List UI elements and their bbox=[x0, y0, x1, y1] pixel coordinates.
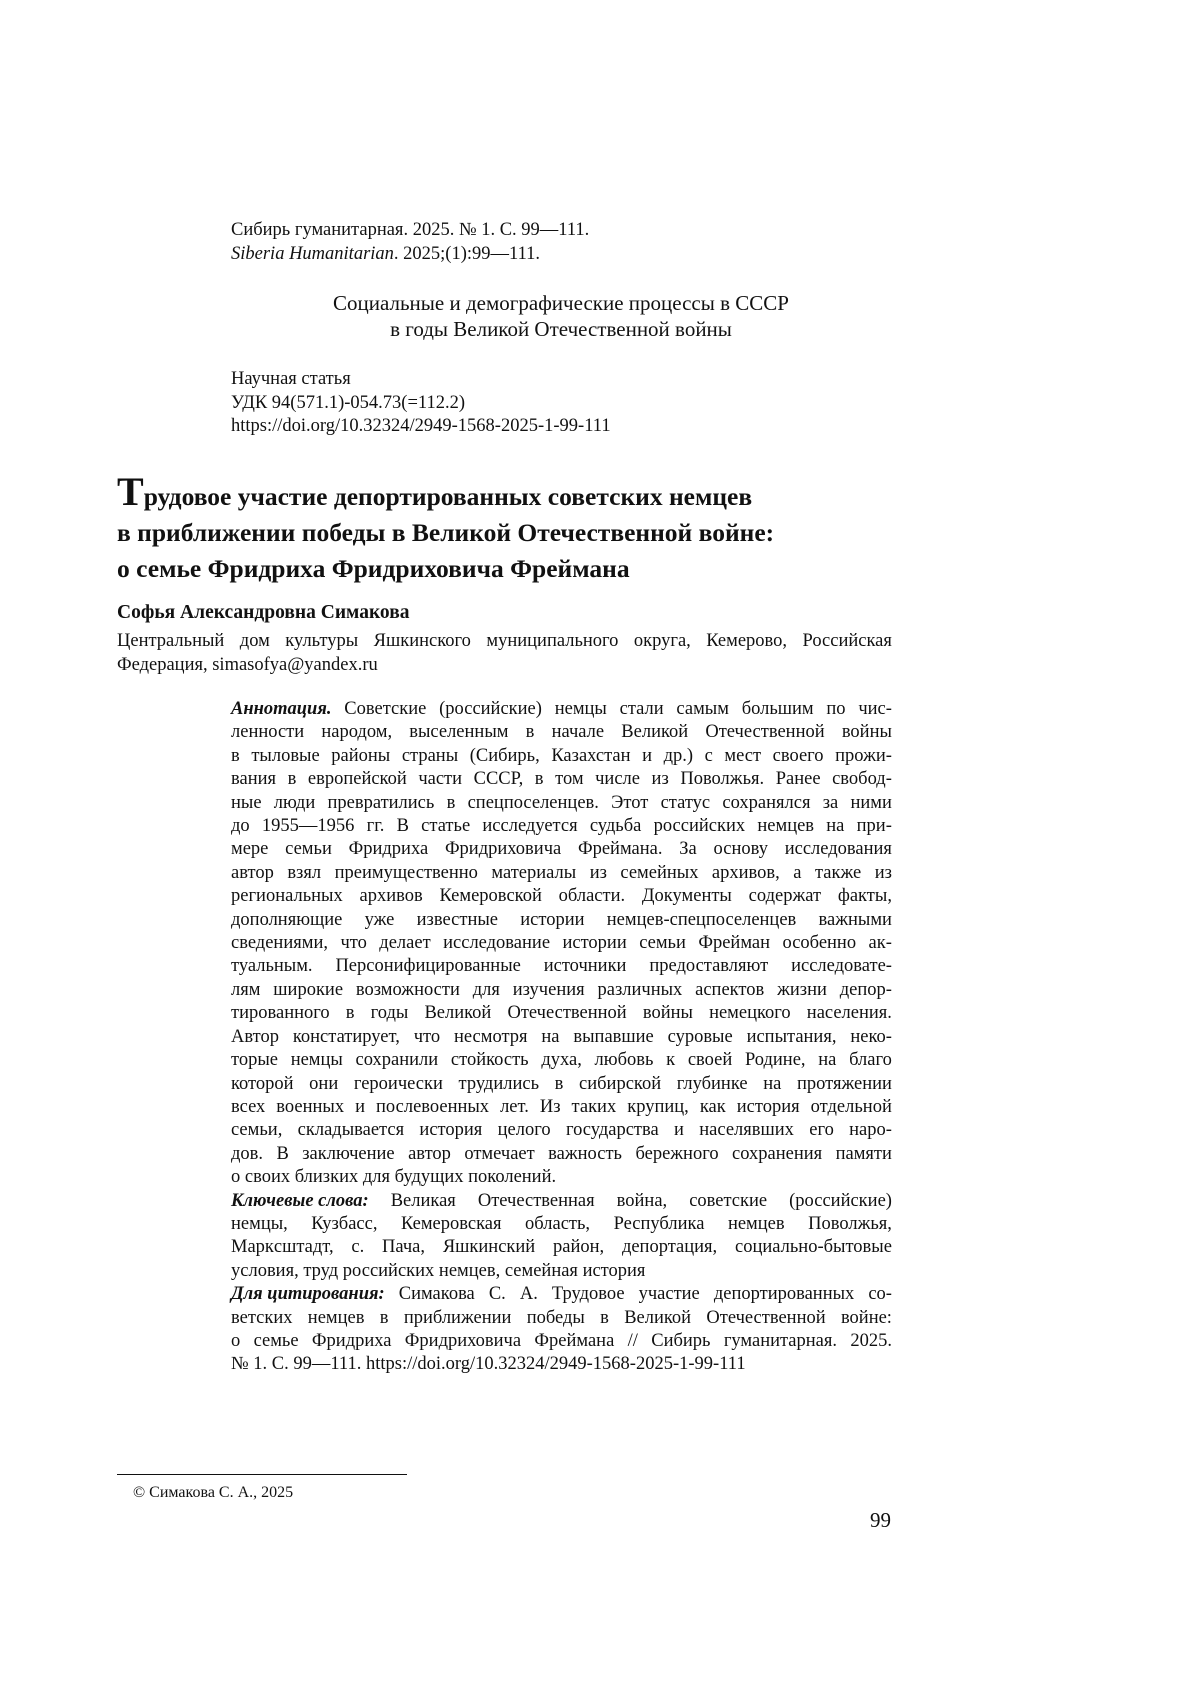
word: районы bbox=[331, 745, 391, 766]
word: мест bbox=[724, 745, 762, 766]
word: государства bbox=[565, 1120, 659, 1141]
word: с. bbox=[351, 1237, 365, 1258]
article-type: Научная статья bbox=[231, 369, 351, 389]
word: годы bbox=[370, 1003, 409, 1024]
journal-citation-en bbox=[231, 243, 589, 267]
word: в bbox=[534, 769, 544, 790]
word: немцев bbox=[727, 1213, 785, 1234]
word: история bbox=[736, 1096, 800, 1117]
word: др.) bbox=[663, 745, 694, 766]
word: немцев bbox=[307, 1307, 365, 1328]
word: при- bbox=[856, 816, 892, 837]
abstract-line bbox=[231, 698, 892, 721]
word: социально-бытовые bbox=[734, 1237, 892, 1258]
word: ветских bbox=[231, 1307, 293, 1328]
word: благо bbox=[849, 1050, 892, 1071]
word: война, bbox=[616, 1190, 668, 1211]
word: муниципального bbox=[486, 631, 619, 651]
word: военных bbox=[276, 1096, 345, 1117]
word: Маркcштадт, bbox=[231, 1237, 334, 1258]
word: на bbox=[763, 1073, 782, 1094]
word: своего bbox=[772, 745, 824, 766]
citation-line bbox=[231, 1353, 892, 1376]
word: Фрейман bbox=[698, 933, 771, 954]
word: они bbox=[309, 1073, 339, 1094]
word: трудились bbox=[458, 1073, 540, 1094]
word: гг. bbox=[366, 816, 385, 837]
word: начале bbox=[551, 722, 605, 743]
word: материалы bbox=[491, 862, 577, 883]
word: по bbox=[826, 699, 846, 719]
abstract-line bbox=[231, 1026, 892, 1049]
word: семьи bbox=[639, 933, 686, 954]
word: (Сибирь, bbox=[469, 745, 540, 766]
word: стойкость bbox=[450, 1050, 529, 1071]
word: немцев-спецпоселенцев bbox=[606, 909, 797, 930]
word: духа, bbox=[541, 1050, 582, 1071]
word: исследуется bbox=[482, 816, 578, 837]
word: важными bbox=[818, 909, 892, 930]
word: региональных bbox=[231, 886, 343, 907]
word: факты, bbox=[837, 886, 892, 907]
word: жизни bbox=[777, 979, 827, 1000]
word: участие bbox=[638, 1284, 700, 1305]
word: Симакова bbox=[398, 1284, 475, 1305]
word: чис- bbox=[858, 699, 892, 719]
word: Советские bbox=[344, 699, 427, 719]
title-line: о семье Фридриха Фридриховича Фреймана bbox=[117, 554, 630, 583]
abstract-line bbox=[231, 1096, 892, 1119]
word: наро- bbox=[849, 1120, 892, 1141]
word: сибирской bbox=[579, 1073, 662, 1094]
citation-label: Для цитирования: bbox=[231, 1284, 385, 1305]
abstract-line bbox=[231, 745, 892, 768]
word: 1955—1956 bbox=[261, 816, 355, 837]
word: в bbox=[345, 1003, 355, 1024]
word: в bbox=[379, 1307, 389, 1328]
word: А. bbox=[519, 1284, 538, 1305]
word: вания bbox=[231, 769, 277, 790]
word: Сибирь bbox=[651, 1330, 711, 1351]
journal-citation bbox=[231, 219, 589, 266]
word: важность bbox=[548, 1143, 622, 1164]
word: область, bbox=[525, 1213, 591, 1234]
abstract-block bbox=[231, 698, 892, 1377]
word: Фридриха bbox=[311, 1330, 392, 1351]
word: ними bbox=[850, 792, 892, 813]
word: советские bbox=[689, 1190, 768, 1211]
word: заключение bbox=[302, 1143, 395, 1164]
udc-code: УДК 94(571.1)-054.73(=112.2) bbox=[231, 392, 465, 413]
word: и bbox=[642, 745, 652, 766]
word: депортированных bbox=[713, 1284, 855, 1305]
section-heading bbox=[0, 290, 1122, 342]
word: Пача, bbox=[382, 1237, 426, 1258]
abstract-line bbox=[231, 1073, 892, 1096]
word: Ранее bbox=[775, 769, 821, 790]
word: победы bbox=[526, 1307, 585, 1328]
abstract-line bbox=[231, 932, 892, 955]
word: войны bbox=[841, 722, 892, 743]
title-initial: Т bbox=[117, 469, 144, 514]
word: сохранялся bbox=[722, 792, 811, 813]
abstract-line bbox=[231, 979, 892, 1002]
word: в bbox=[554, 1073, 564, 1094]
word: семейных bbox=[620, 862, 699, 883]
word: Фреймана bbox=[534, 1330, 615, 1351]
word: Великой bbox=[621, 722, 689, 743]
word: Яшкинский bbox=[442, 1237, 536, 1258]
word: истории bbox=[520, 909, 585, 930]
word: изучения bbox=[512, 979, 585, 1000]
word: гуманитарная. bbox=[723, 1330, 838, 1351]
word: Поволжья, bbox=[808, 1213, 892, 1234]
abstract-line bbox=[231, 792, 892, 815]
word: СССР, bbox=[473, 769, 524, 790]
word: Этот bbox=[611, 792, 649, 813]
word: широкие bbox=[273, 979, 344, 1000]
copyright-note: © Симакова С. А., 2025 bbox=[133, 1484, 294, 1501]
word: лет. bbox=[500, 1096, 529, 1117]
word: Фридриховича bbox=[444, 839, 562, 860]
word: уже bbox=[364, 909, 395, 930]
word: героически bbox=[353, 1073, 443, 1094]
word: несмотря bbox=[453, 1026, 528, 1047]
word: тыловые bbox=[251, 745, 320, 766]
word: бережного bbox=[635, 1143, 719, 1164]
journal-issue-en: . 2025;(1):99—111. bbox=[393, 243, 541, 264]
word: в bbox=[231, 745, 240, 766]
citation-text: № 1. С. 99—111. https://doi.org/10.32324/2949-1568-2025-1-99-111 bbox=[231, 1354, 746, 1375]
word: для bbox=[472, 979, 500, 1000]
word: Республика bbox=[613, 1213, 705, 1234]
abstract-line bbox=[231, 955, 892, 978]
word: послевоенных bbox=[376, 1096, 490, 1117]
word: ленности bbox=[231, 722, 305, 743]
word: Кемерово, bbox=[706, 631, 788, 651]
citation-line bbox=[231, 1283, 892, 1306]
word: тированного bbox=[231, 1003, 330, 1024]
word: Великой bbox=[624, 1307, 692, 1328]
word: немцев bbox=[757, 816, 815, 837]
word: спецпоселенцев. bbox=[467, 792, 599, 813]
title-line: рудовое участие депортированных советских немцев bbox=[143, 482, 753, 511]
author-name: Софья Александровна Симакова bbox=[117, 602, 410, 623]
word: Отечественной bbox=[705, 722, 825, 743]
word: числе bbox=[595, 769, 640, 790]
word: депор- bbox=[839, 979, 892, 1000]
word: мере bbox=[231, 839, 269, 860]
word: За bbox=[679, 839, 697, 860]
word: немцы bbox=[554, 699, 607, 719]
word: народом, bbox=[321, 722, 393, 743]
word: Центральный bbox=[117, 631, 225, 651]
word: превратились bbox=[327, 792, 435, 813]
word: статус bbox=[660, 792, 711, 813]
word: округа, bbox=[633, 631, 691, 651]
abstract-line bbox=[231, 838, 892, 861]
word: люди bbox=[273, 792, 316, 813]
journal-name-en: Siberia Humanitarian bbox=[231, 243, 394, 264]
abstract-line bbox=[231, 1002, 892, 1025]
word: Кемеровской bbox=[439, 886, 542, 907]
word: том bbox=[555, 769, 584, 790]
word: российских bbox=[653, 816, 746, 837]
word: Яшкинского bbox=[373, 631, 471, 651]
word: сохранения bbox=[732, 1143, 823, 1164]
word: памяти bbox=[835, 1143, 892, 1164]
word: В bbox=[276, 1143, 289, 1164]
word: которой bbox=[231, 1073, 294, 1094]
abstract-text: о своих близких для будущих поколений. bbox=[231, 1167, 557, 1188]
word: войны bbox=[642, 1003, 693, 1024]
word: части bbox=[418, 769, 463, 790]
word: выселенным bbox=[409, 722, 509, 743]
word: населявших bbox=[699, 1120, 794, 1141]
word: на bbox=[541, 1026, 560, 1047]
word: приближении bbox=[403, 1307, 512, 1328]
abstract-line bbox=[231, 768, 892, 791]
word: В bbox=[396, 816, 409, 837]
word: автор bbox=[408, 1143, 451, 1164]
word: Великой bbox=[424, 1003, 492, 1024]
word: известные bbox=[416, 909, 499, 930]
word: неко- bbox=[850, 1026, 892, 1047]
word: его bbox=[809, 1120, 834, 1141]
word: Казахстан bbox=[551, 745, 631, 766]
word: что bbox=[340, 933, 367, 954]
word: Отечественная bbox=[477, 1190, 595, 1211]
word: особенно bbox=[782, 933, 857, 954]
word: различных bbox=[597, 979, 683, 1000]
keywords-line bbox=[231, 1236, 892, 1259]
word: отдельной bbox=[810, 1096, 892, 1117]
word: на bbox=[818, 1050, 837, 1071]
word: исследования bbox=[784, 839, 892, 860]
word: Кемеровская bbox=[401, 1213, 502, 1234]
word: выпавшие bbox=[573, 1026, 654, 1047]
word: Персонифицированные bbox=[335, 956, 521, 977]
word: области. bbox=[558, 886, 626, 907]
word: в bbox=[287, 769, 297, 790]
word: также bbox=[814, 862, 862, 883]
word: в bbox=[600, 1307, 609, 1328]
word: целого bbox=[497, 1120, 551, 1141]
word: свобод- bbox=[832, 769, 892, 790]
word: к bbox=[666, 1050, 676, 1071]
word: источники bbox=[543, 956, 627, 977]
affiliation-line: Федерация, simasofya@yandex.ru bbox=[117, 654, 378, 675]
word: дом bbox=[239, 631, 270, 651]
section-heading-line: в годы Великой Отечественной войны bbox=[390, 317, 732, 341]
word: до bbox=[231, 816, 250, 837]
word: ные bbox=[231, 792, 262, 813]
word: основу bbox=[713, 839, 768, 860]
word: делает bbox=[379, 933, 431, 954]
word: крупиц, bbox=[627, 1096, 689, 1117]
word: архивов bbox=[359, 886, 423, 907]
word: семье bbox=[253, 1330, 299, 1351]
word: таких bbox=[571, 1096, 617, 1117]
section-heading-line: Социальные и демографические процессы в СССР bbox=[333, 291, 789, 315]
word: всех bbox=[231, 1096, 266, 1117]
word: судьба bbox=[589, 816, 642, 837]
article-title bbox=[117, 469, 775, 587]
word: сохранили bbox=[355, 1050, 439, 1071]
word: история bbox=[419, 1120, 483, 1141]
word: преимущественно bbox=[334, 862, 478, 883]
word: и bbox=[674, 1120, 684, 1141]
word: С. bbox=[488, 1284, 506, 1305]
word: исследование bbox=[443, 933, 551, 954]
word: из bbox=[589, 862, 607, 883]
footnote-divider bbox=[117, 1474, 407, 1475]
word: Отечественной bbox=[507, 1003, 627, 1024]
word: торые bbox=[231, 1050, 278, 1071]
abstract-line bbox=[231, 815, 892, 838]
word: дов. bbox=[231, 1143, 264, 1164]
word: прожи- bbox=[835, 745, 892, 766]
word: взял bbox=[287, 862, 322, 883]
word: предоставляют bbox=[649, 956, 769, 977]
word: со- bbox=[868, 1284, 892, 1305]
word: немцы bbox=[290, 1050, 343, 1071]
word: из bbox=[874, 862, 892, 883]
word: как bbox=[699, 1096, 726, 1117]
word: самым bbox=[676, 699, 729, 719]
word: своей bbox=[687, 1050, 733, 1071]
word: Фридриха bbox=[348, 839, 429, 860]
word: ак- bbox=[868, 933, 892, 954]
word: // bbox=[627, 1330, 638, 1351]
word: (российские) bbox=[789, 1190, 892, 1211]
keywords-line bbox=[231, 1260, 892, 1283]
word: депортация, bbox=[621, 1237, 718, 1258]
word: о bbox=[231, 1330, 241, 1351]
word: любовь bbox=[594, 1050, 654, 1071]
word: Документы bbox=[641, 886, 732, 907]
word: на bbox=[826, 816, 845, 837]
word: возможности bbox=[355, 979, 460, 1000]
affiliation-line bbox=[117, 630, 892, 654]
word: Трудовое bbox=[551, 1284, 625, 1305]
word: из bbox=[651, 769, 669, 790]
abstract-line bbox=[231, 862, 892, 885]
word: культуры bbox=[285, 631, 359, 651]
author-affiliation bbox=[117, 630, 892, 677]
abstract-line bbox=[231, 1166, 892, 1189]
abstract-label: Аннотация. bbox=[231, 699, 332, 719]
word: немецкого bbox=[709, 1003, 791, 1024]
word: дополняющие bbox=[231, 909, 343, 930]
word: в bbox=[446, 792, 456, 813]
citation-line bbox=[231, 1307, 892, 1330]
word: Родине, bbox=[744, 1050, 806, 1071]
word: автор bbox=[231, 862, 274, 883]
word: Фреймана. bbox=[577, 839, 663, 860]
abstract-line bbox=[231, 909, 892, 932]
word: Великая bbox=[390, 1190, 456, 1211]
word: констатирует, bbox=[292, 1026, 400, 1047]
word: истории bbox=[562, 933, 627, 954]
word: район, bbox=[553, 1237, 605, 1258]
word: страны bbox=[401, 745, 459, 766]
word: и bbox=[355, 1096, 365, 1117]
word: Автор bbox=[231, 1026, 279, 1047]
word: Кузбасс, bbox=[311, 1213, 378, 1234]
abstract-line bbox=[231, 1119, 892, 1142]
journal-citation-ru: Сибирь гуманитарная. 2025. № 1. С. 99—111. bbox=[231, 220, 590, 240]
word: в bbox=[525, 722, 535, 743]
abstract-line bbox=[231, 1049, 892, 1072]
word: статье bbox=[421, 816, 471, 837]
word: складывается bbox=[297, 1120, 405, 1141]
word: Фридриховича bbox=[404, 1330, 522, 1351]
citation-line bbox=[231, 1330, 892, 1353]
word: суровые bbox=[667, 1026, 733, 1047]
word: 2025. bbox=[850, 1330, 892, 1351]
word: а bbox=[793, 862, 802, 883]
word: испытания, bbox=[746, 1026, 837, 1047]
word: Отечественной bbox=[706, 1307, 826, 1328]
word: Из bbox=[539, 1096, 561, 1117]
word: аспектов bbox=[695, 979, 765, 1000]
word: Поволжья. bbox=[680, 769, 765, 790]
word: сведениями, bbox=[231, 933, 328, 954]
word: лям bbox=[231, 979, 261, 1000]
keywords-line bbox=[231, 1190, 892, 1213]
word: большим bbox=[741, 699, 814, 719]
word: с bbox=[704, 745, 713, 766]
word: войне: bbox=[840, 1307, 892, 1328]
abstract-line bbox=[231, 1143, 892, 1166]
word: стали bbox=[619, 699, 664, 719]
keywords-line bbox=[231, 1213, 892, 1236]
article-meta bbox=[231, 368, 611, 439]
word: глубинке bbox=[676, 1073, 748, 1094]
word: протяжении bbox=[796, 1073, 892, 1094]
word: отмечает bbox=[464, 1143, 535, 1164]
word: европейской bbox=[307, 769, 407, 790]
word: населения. bbox=[806, 1003, 892, 1024]
keywords-text: условия, труд российских немцев, семейная история bbox=[231, 1260, 646, 1281]
word: что bbox=[413, 1026, 441, 1047]
word: семьи, bbox=[231, 1120, 283, 1141]
abstract-line bbox=[231, 885, 892, 908]
title-line: в приближении победы в Великой Отечественной войне: bbox=[117, 518, 775, 547]
keywords-label: Ключевые слова: bbox=[231, 1190, 369, 1211]
word: немцы, bbox=[231, 1213, 288, 1234]
abstract-line bbox=[231, 721, 892, 744]
word: Российская bbox=[802, 631, 892, 651]
word: содержат bbox=[748, 886, 822, 907]
page-number: 99 bbox=[870, 1508, 891, 1532]
doi-link[interactable]: https://doi.org/10.32324/2949-1568-2025-1-99-111 bbox=[231, 416, 611, 436]
word: (российские) bbox=[439, 699, 542, 719]
word: исследовате- bbox=[791, 956, 892, 977]
word: семьи bbox=[285, 839, 332, 860]
word: архивов, bbox=[711, 862, 780, 883]
word: за bbox=[822, 792, 839, 813]
word: туальным. bbox=[231, 956, 313, 977]
